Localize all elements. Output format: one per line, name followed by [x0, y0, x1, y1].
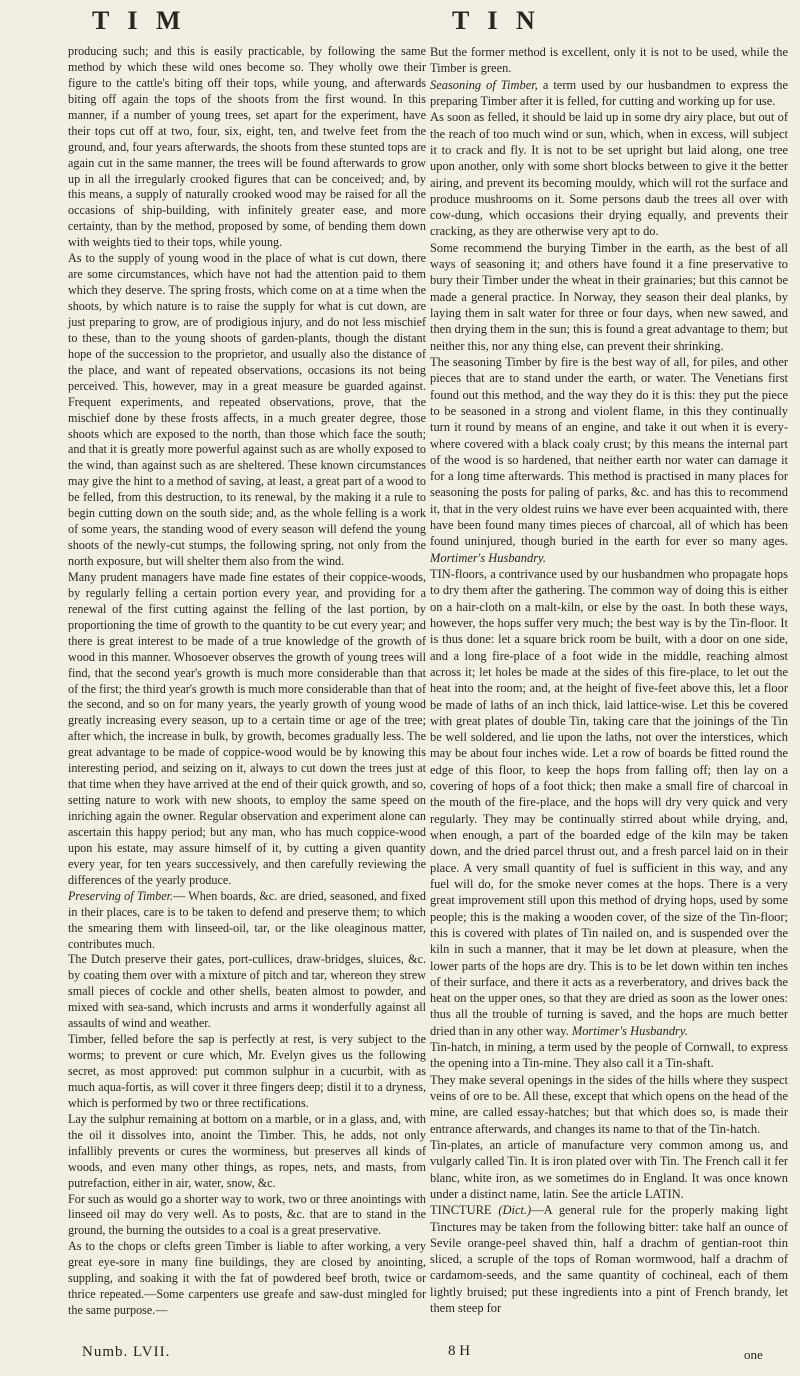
citation: Mortimer's Husbandry. [571, 1023, 688, 1038]
entry-term: TINCTURE [430, 1203, 492, 1218]
paragraph: As to the chops or clefts green Timber is liable to after working, a very great eye-sore in many fine buildings, they are closed by anointing, suppling, and soaking it with the fat of powdered beef broth, twice or thrice repeated.—Some carpenters use greafe and saw-dust mingled for the same purpose.— [68, 1239, 426, 1318]
entry-text: a term used by our husbandmen to express the preparing Timber after it is felled, for cutting and working up for use. [430, 77, 789, 108]
entry-term: TIN-floors, [430, 567, 487, 581]
header-left-title: T I M [92, 6, 187, 35]
paragraph: The Dutch preserve their gates, port-cullices, draw-bridges, sluices, &c. by coating them over with a mixture of pitch and tar, whereon they strew small pieces of cockle and other shells, beaten almost to powder, and mixed with sea-sand, which incrusts and arms it wonderfully against all assaults of wind and weather. [68, 952, 426, 1031]
left-column [68, 44, 426, 1319]
paragraph: producing such; and this is easily practicable, by following the same method by which these wild ones become so. They wholly owe their figure to the cattle's biting off their tops, while young, and afterwards biting off again the tops of the shoots from the first wound. In this manner, if a number of young trees, set apart for the experiment, have their tops cut off at two, four, six, eight, ten, and twelve feet from the ground, and, four years afterwards, the shoots from these stunted tops are again cut in the same manner, the trees will be found afterwards to grow up in all the irregularly crooked figures that can be conceived; and, by this means, a supply of naturally crooked wood may be raised for all the occasions of ship-building, with infinitely greater ease, and more certainty, than by the method, proposed by some, of bending them down with weights tied to their tops, while young. [68, 44, 426, 250]
entry-tin-floors [430, 566, 788, 1039]
entry-term: Tin-plates, [430, 1137, 484, 1152]
paragraph: Many prudent managers have made fine estates of their coppice-woods, by regularly felling a certain portion every year, and providing for a renewal of the first cutting against the felling of the last portion, by proportioning the time of growth to the quantity to be cut every year; and there is great interest to be made of a true knowledge of the growth of wood in this manner. Whosoever observes the growth of young trees will find, that the second year's growth is much more considerable than that of the first; the third year's growth is much more considerable than that of the second, and so on for many years, the yearly growth of young wood greatly increasing every season, up to a certain time or age of the tree; after which, the increase in bulk, by growth, becomes gradually less. The great advantage to be made of coppice-wood would be by knowing this interesting period, and seizing on it, always to cut down the trees just at that time when they have arrived at the end of their quick growth, and so, setting nature to work with new shoots, to employ the same speed on inriching again the owner. Regular observation and experiment alone can ascertain this happy period; but any man, who has much coppice-wood upon his estate, may assure himself of it, by cutting a given quantity every year, for ten years successively, and then carefully reviewing the differences of the yearly produce. [68, 569, 426, 887]
issue-number: Numb. LVII. [82, 1344, 171, 1360]
catchword: one [744, 1347, 763, 1362]
entry-text: The seasoning Timber by fire is the best way of all, for piles, and other pieces that are to stand under the earth, or water. The Venetians first found out this method, and the way they do it is this: they put the piece to be seasoned in a strong and violent flame, in this they continually turn it round by means of an engine, and take it out when it is every-where covered with a black coaly crust; by this means the internal part of the wood is so hardened, that neither earth nor water can damage it for a long time afterwards. This method is practised in many places for seasoning the posts for paling of parks, &c. and has this to recommend it, that in the very oldest ruins we have ever been acquainted with, there have been found many times pieces of charcoal, all of which has been found uninjured, though buried in the earth for ever so many ages. [430, 354, 788, 549]
paragraph: They make several openings in the sides of the hills where they suspect veins of ore to be. All these, except that which opens on the head of the mine, are called essay-hatches; but that which does so, is made their entrance afterwards, and changes its name to that of the Tin-hatch. [430, 1072, 788, 1136]
paragraph: Some recommend the burying Timber in the earth, as the best of all ways of seasoning it; and others have found it a fine preservative to bury their Timber under the wheat in their grainaries; but this cannot be made a general practice. In Norway, they season their deal planks, by laying them in salt water for three or four days, when new sawed, and then drying them in the sun; this is found a great advantage to them; but neither this, nor any thing else, can prevent their shrinking. [430, 240, 788, 353]
entry-tin-hatch [430, 1039, 788, 1072]
paragraph: Timber, felled before the sap is perfectly at rest, is very subject to the worms; to prevent or cure which, Mr. Evelyn gives us the following secret, as most approved: put common sulphur in a cucurbit, with as much aqua-fortis, as will cover it three fingers deep; distil it to a dryness, which is performed by two or three rectifications. [68, 1032, 426, 1110]
signature-mark: 8 H [448, 1343, 471, 1359]
running-header [0, 6, 800, 48]
entry-text: an article of manufacture very common among us, and vulgarly called Tin. It is iron plated over with Tin. The French call it fer blanc, white iron, as we sometimes do in England. It was once known under a distinct name, latin. See the article LATIN. [430, 1137, 788, 1201]
header-right-title: T I N [452, 6, 541, 35]
entry-term: Seasoning of Timber, [430, 77, 538, 92]
entry-dict-ref: (Dict.) [498, 1203, 532, 1218]
citation: Mortimer's Husbandry. [430, 550, 546, 565]
entry-tin-plates [430, 1137, 788, 1202]
entry-text: —A general rule for the properly making light Tinctures may be taken from the following bitter: take half an ounce of Sevile orange-peel shaved thin, half a drachm of gentian-root thin sliced, a scruple of the tops of Roman wormwood, half a drachm of cardamom-seeds, and the same quantity of cochineal, each of them lightly bruised; put these ingredients into a pint of French brandy, let them steep for [430, 1203, 789, 1316]
paragraph: As soon as felled, it should be laid up in some dry airy place, but out of the reach of too much wind or sun, which, when in excess, will subject it to crack and fly. It is not to be set upright but laid along, one tree upon another, only with some short blocks between to give it the better airing, and prevent its becoming mouldy, which will rot the surface and produce mushrooms on it. Some persons daub the trees all over with cow-dung, which occasions their drying equally, and prevents their cracking, as they are otherwise very apt to do. [430, 110, 788, 239]
entry-term: Tin-hatch, [430, 1040, 482, 1055]
paragraph [430, 354, 788, 566]
entry-seasoning-timber [430, 77, 788, 110]
entry-text: a contrivance used by our husbandmen who propagate hops to dry them after the gathering. The common way of doing this is either on a hair-cloth on a malt-kiln, or else by the oast. In both these ways, however, the hops suffer very much; the best way is by the Tin-floor. It is thus done: let a square brick room be built, with a door on one side, and a long fire-place of a foot wide in the middle, reaching almost across it; let holes be made at the sides of this fire-place, to let out the heat into the room; and, at the height of five-feet above this, let a floor be made of laths of an inch thick, laid lattice-wise. Let this be covered with great plates of double Tin, taking care that the joinings of the Tin be well soldered, and lie upon the laths, not over the interstices, which may be about four inches wide. Let a row of boards be fitted round the edge of this floor, to keep the hops from falling off; then lay on a covering of hops of a foot thick; then make a small fire of charcoal in the mouth of the fire-place, and the hops will dry very quick and very regularly. They may be continually stirred about while drying, and, when enough, a part of the boarded edge of the kiln may be taken down, and the dried parcel thrust out, and a fresh parcel laid on in their place. A very small quantity of fuel is sufficient in this way, and any fuel will do, for the smoke never comes at the hops. There is a very great improvement still upon this method of drying hops, used by some people; this is the making a wooden cover, of the size of the Tin-floor; this is covered with plates of Tin nailed on, and is suspended over the kiln in such a manner, that it may be let down at pleasure, when the lower parts of the hops are dry. This is to be let down within ten inches of their surface, and there it acts as a reverberatory, and drives back the heat on the upper ones, so that they are dried as soon as the lower ones: thus all the trouble of turning is saved, and the hops are much better dried than in any other way. [430, 567, 788, 1038]
paragraph: But the former method is excellent, only it is not to be used, while the Timber is green. [430, 45, 788, 76]
paragraph: As to the supply of young wood in the place of what is cut down, there are some circumstances, which have not had the attention paid to them which they deserve. The spring frosts, which come on at a time when the shoots, by which nature is to raise the supply for what is cut down, are just preparing to grow, are of prodigious injury, and do not less mischief to these, than to the young shoots of garden-plants, though the distant hope of the succession to the proprietor, and usually also the distance of the place, and want of repeated observations, occasions its not being perceived. This, however, may in a great measure be guarded against. Frequent experiments, and repeated observations, prove, that the mischief done by these frosts affects, in a much greater degree, those shoots which are exposed to the north, than those which face the south; and that it is greatly more powerful against such as are wholly exposed to the wind, than against such as are sheltered. These known circumstances may give the hint to a method of saving, at least, a great part of a wood to be felled, from this destruction, to its renewal, by the making it a rule to begin cutting down on the south side; and, as the whole felling is a work of some years, the standing wood of every season will defend the young shoots of the newly-cut stumps, the following spring, not only from the north exposure, but will shelter them also from the wind. [68, 251, 426, 568]
entry-term: Preserving of Timber. [68, 888, 174, 903]
entry-tincture [430, 1202, 788, 1316]
entry-text: in mining, a term used by the people of Cornwall, to express the opening into a Tin-mine. They also call it a Tin-shaft. [430, 1040, 788, 1071]
right-column [430, 44, 788, 1316]
paragraph: For such as would go a shorter way to work, two or three anointings with linseed oil may do very well. As to posts, &c. that are to stand in the ground, the burning the outsides to a coal is a great preservative. [68, 1191, 426, 1238]
entry-preserving-timber [68, 889, 426, 953]
paragraph: Lay the sulphur remaining at bottom on a marble, or in a glass, and, with the oil it dissolves into, anoint the Timber. This, he adds, not only infallibly prevents or cures the worminess, but preserves all kinds of woods, and even many other things, as ropes, nets, and masts, from putrefaction, either in air, water, snow, &c. [68, 1111, 426, 1190]
entry-text: — When boards, &c. are dried, seasoned, and fixed in their places, care is to be taken to defend and preserve them; to which the smearing them with linseed-oil, tar, or the like oleaginous matter, contributes much. [68, 888, 426, 951]
